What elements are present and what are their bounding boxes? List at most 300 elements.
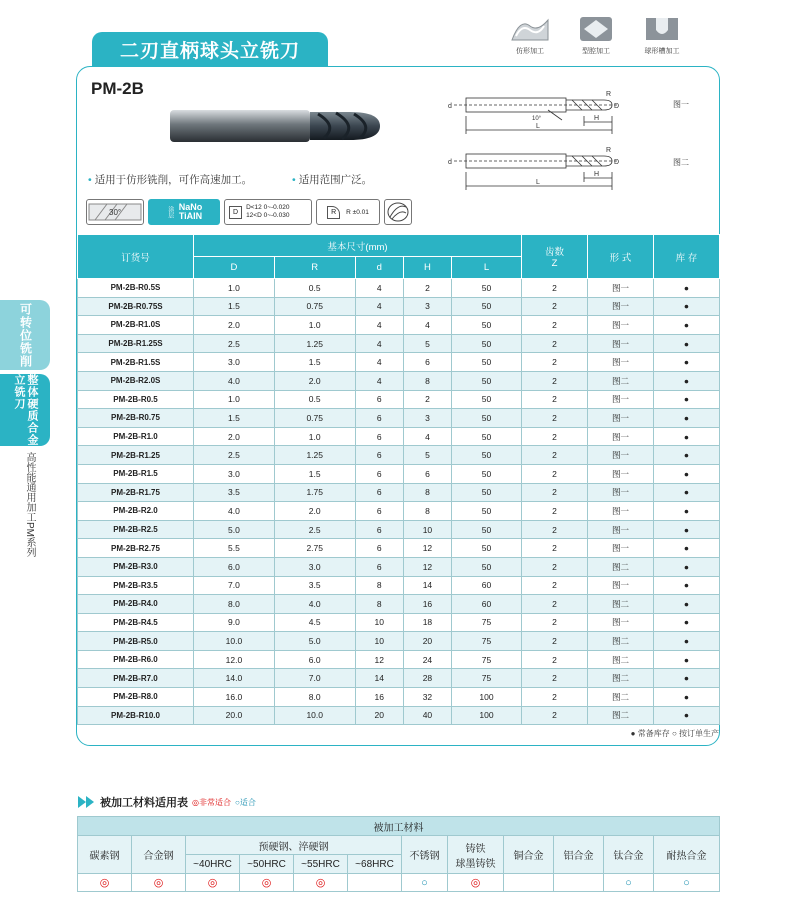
- cell-Z: 2: [522, 297, 588, 316]
- cell-L: 60: [452, 576, 522, 595]
- cell-stock: ●: [654, 390, 720, 409]
- cell-form: 图一: [588, 390, 654, 409]
- cell-Z: 2: [522, 371, 588, 390]
- process-icons: [506, 14, 686, 56]
- tool-image: [168, 106, 390, 146]
- cell-D: 8.0: [194, 595, 275, 614]
- mat-col: 碳素钢: [78, 836, 132, 874]
- cell-form: 图一: [588, 316, 654, 335]
- cell-form: 图一: [588, 446, 654, 465]
- cell-stock: ●: [654, 688, 720, 707]
- cell-d: 10: [355, 632, 403, 651]
- cell-stock: ●: [654, 539, 720, 558]
- cell-Z: 2: [522, 427, 588, 446]
- cell-Z: 2: [522, 502, 588, 521]
- materials-table: [77, 816, 720, 892]
- cell-D: 2.0: [194, 427, 275, 446]
- cell-stock: ●: [654, 316, 720, 335]
- sidebar-tab-solid-carbide[interactable]: [0, 374, 50, 446]
- process-item: [638, 14, 686, 56]
- cell-L: 75: [452, 632, 522, 651]
- cell-form: 图二: [588, 557, 654, 576]
- cell-D: 5.0: [194, 520, 275, 539]
- table-row: [78, 650, 720, 669]
- table-row: [78, 576, 720, 595]
- cell-H: 5: [403, 334, 451, 353]
- mat-col: 合金钢: [132, 836, 186, 874]
- cell-Z: 2: [522, 464, 588, 483]
- materials-section-title: [78, 794, 256, 810]
- cell-R: 1.0: [274, 316, 355, 335]
- table-row: [78, 279, 720, 298]
- cell-H: 16: [403, 595, 451, 614]
- cell-L: 50: [452, 409, 522, 428]
- cell-L: 50: [452, 502, 522, 521]
- cell-stock: ●: [654, 353, 720, 372]
- cell-H: 24: [403, 650, 451, 669]
- cell-code: PM-2B-R0.75S: [78, 297, 194, 316]
- cell-L: 50: [452, 297, 522, 316]
- series-caption: 高性能通用加工PM系列: [24, 452, 35, 557]
- cell-stock: ●: [654, 446, 720, 465]
- cell-form: 图一: [588, 334, 654, 353]
- product-table: [77, 234, 720, 725]
- cell-d: 8: [355, 595, 403, 614]
- cell-form: 图一: [588, 520, 654, 539]
- cell-L: 50: [452, 446, 522, 465]
- cell-d: 12: [355, 650, 403, 669]
- table-row: [78, 483, 720, 502]
- cell-L: 75: [452, 613, 522, 632]
- cell-form: 图一: [588, 576, 654, 595]
- ball-groove-icon: [642, 14, 682, 44]
- cell-R: 3.5: [274, 576, 355, 595]
- cell-code: PM-2B-R2.0: [78, 502, 194, 521]
- cell-stock: ●: [654, 371, 720, 390]
- legend-order: ○ 按订单生产: [671, 729, 719, 738]
- cell-D: 3.5: [194, 483, 275, 502]
- cell-Z: 2: [522, 706, 588, 725]
- cell-form: 图一: [588, 353, 654, 372]
- cell-stock: ●: [654, 502, 720, 521]
- radius-tolerance-value: R ±0.01: [346, 208, 369, 216]
- cell-L: 50: [452, 539, 522, 558]
- cell-H: 6: [403, 464, 451, 483]
- cell-R: 2.5: [274, 520, 355, 539]
- cell-stock: ●: [654, 483, 720, 502]
- table-row: [78, 371, 720, 390]
- cell-L: 50: [452, 520, 522, 539]
- cell-code: PM-2B-R8.0: [78, 688, 194, 707]
- dim-d1: d: [448, 103, 452, 110]
- cell-d: 6: [355, 539, 403, 558]
- cell-d: 6: [355, 390, 403, 409]
- cell-stock: ●: [654, 557, 720, 576]
- cell-Z: 2: [522, 316, 588, 335]
- cell-code: PM-2B-R1.0: [78, 427, 194, 446]
- cell-form: 图一: [588, 427, 654, 446]
- technical-drawing: [444, 86, 644, 196]
- cell-code: PM-2B-R1.5S: [78, 353, 194, 372]
- mat-value: ○: [402, 874, 448, 892]
- cell-d: 6: [355, 557, 403, 576]
- cell-form: 图二: [588, 632, 654, 651]
- cell-code: PM-2B-R1.0S: [78, 316, 194, 335]
- cell-stock: ●: [654, 427, 720, 446]
- cell-d: 4: [355, 297, 403, 316]
- mat-value: ◎: [186, 874, 240, 892]
- dim-R2: R: [606, 147, 612, 154]
- cell-d: 6: [355, 520, 403, 539]
- mat-value: ◎: [240, 874, 294, 892]
- cell-H: 8: [403, 371, 451, 390]
- cell-stock: ●: [654, 297, 720, 316]
- col-teeth: [522, 235, 588, 279]
- cell-code: PM-2B-R6.0: [78, 650, 194, 669]
- figure-1-label: 图一: [673, 100, 689, 109]
- materials-row: [78, 874, 720, 892]
- mat-col: 铜合金: [504, 836, 554, 874]
- col-form: 形 式: [588, 235, 654, 279]
- cell-H: 28: [403, 669, 451, 688]
- cell-L: 50: [452, 557, 522, 576]
- cell-stock: ●: [654, 706, 720, 725]
- cell-L: 75: [452, 650, 522, 669]
- col-stock: 库 存: [654, 235, 720, 279]
- feature-1: [88, 172, 252, 187]
- cell-Z: 2: [522, 576, 588, 595]
- cell-code: PM-2B-R3.0: [78, 557, 194, 576]
- cell-R: 7.0: [274, 669, 355, 688]
- cell-R: 2.0: [274, 371, 355, 390]
- cavity-machining-icon: [576, 14, 616, 44]
- cell-Z: 2: [522, 557, 588, 576]
- cell-d: 10: [355, 613, 403, 632]
- cell-form: 图一: [588, 613, 654, 632]
- table-row: [78, 464, 720, 483]
- coating-prefix: 涂层: [166, 206, 173, 218]
- cell-form: 图二: [588, 371, 654, 390]
- cell-code: PM-2B-R4.5: [78, 613, 194, 632]
- dim-H1: H: [594, 115, 600, 122]
- tolerance-line1: D<12 0~-0.020: [246, 204, 290, 211]
- cell-d: 6: [355, 483, 403, 502]
- cell-code: PM-2B-R1.25: [78, 446, 194, 465]
- cell-stock: ●: [654, 279, 720, 298]
- cell-L: 50: [452, 334, 522, 353]
- cell-R: 0.5: [274, 390, 355, 409]
- mat-col: ~40HRC: [186, 855, 240, 874]
- table-row: [78, 409, 720, 428]
- cell-code: PM-2B-R1.25S: [78, 334, 194, 353]
- cell-form: 图二: [588, 650, 654, 669]
- feature-text: 适用于仿形铣削，可作高速加工。: [94, 174, 253, 186]
- cell-d: 8: [355, 576, 403, 595]
- cell-code: PM-2B-R10.0: [78, 706, 194, 725]
- cell-R: 0.5: [274, 279, 355, 298]
- cell-code: PM-2B-R0.5S: [78, 279, 194, 298]
- figure-2-label: 图二: [673, 158, 689, 167]
- cell-Z: 2: [522, 669, 588, 688]
- col-d: d: [355, 257, 403, 279]
- cell-R: 4.0: [274, 595, 355, 614]
- model-name: PM-2B: [91, 79, 144, 98]
- cell-H: 10: [403, 520, 451, 539]
- cell-stock: ●: [654, 464, 720, 483]
- cell-code: PM-2B-R3.5: [78, 576, 194, 595]
- process-label: 型腔加工: [582, 48, 610, 55]
- sidebar-tab-label: 整体硬质合金立铣刀: [13, 374, 38, 446]
- stock-legend: [631, 728, 719, 739]
- cell-D: 10.0: [194, 632, 275, 651]
- table-body: [78, 279, 720, 725]
- cell-H: 12: [403, 557, 451, 576]
- table-row: [78, 316, 720, 335]
- coating-line1: NaNo: [178, 202, 203, 212]
- cell-Z: 2: [522, 446, 588, 465]
- table-row: [78, 613, 720, 632]
- mat-value: ◎: [448, 874, 504, 892]
- cell-stock: ●: [654, 632, 720, 651]
- cell-H: 4: [403, 316, 451, 335]
- cell-form: 图二: [588, 669, 654, 688]
- dim-angle: 10°: [532, 116, 542, 122]
- radius-tolerance: [316, 199, 380, 225]
- ball-end-icon: [384, 199, 412, 225]
- mat-col: 铝合金: [553, 836, 603, 874]
- cell-code: PM-2B-R2.0S: [78, 371, 194, 390]
- cell-R: 6.0: [274, 650, 355, 669]
- cell-D: 6.0: [194, 557, 275, 576]
- diameter-tolerance: [224, 199, 312, 225]
- mat-value: [553, 874, 603, 892]
- cell-D: 5.5: [194, 539, 275, 558]
- cell-R: 0.75: [274, 297, 355, 316]
- table-row: [78, 353, 720, 372]
- cell-L: 50: [452, 483, 522, 502]
- cell-Z: 2: [522, 613, 588, 632]
- cell-L: 100: [452, 688, 522, 707]
- cell-form: 图一: [588, 464, 654, 483]
- process-label: 仿形加工: [516, 48, 544, 55]
- cell-R: 1.0: [274, 427, 355, 446]
- cell-code: PM-2B-R1.75: [78, 483, 194, 502]
- cell-form: 图二: [588, 688, 654, 707]
- cell-R: 8.0: [274, 688, 355, 707]
- cell-H: 2: [403, 279, 451, 298]
- cell-D: 7.0: [194, 576, 275, 595]
- cell-R: 5.0: [274, 632, 355, 651]
- mat-value: ○: [653, 874, 719, 892]
- table-row: [78, 297, 720, 316]
- col-H: H: [403, 257, 451, 279]
- mat-col: 耐热合金: [653, 836, 719, 874]
- table-row: [78, 520, 720, 539]
- bullet-icon: •: [292, 174, 296, 186]
- mat-col: 不锈钢: [402, 836, 448, 874]
- cell-R: 10.0: [274, 706, 355, 725]
- cell-D: 4.0: [194, 371, 275, 390]
- cell-code: PM-2B-R2.5: [78, 520, 194, 539]
- cell-Z: 2: [522, 595, 588, 614]
- cell-stock: ●: [654, 595, 720, 614]
- tolerance-line2: 12<D 0~-0.030: [246, 212, 290, 219]
- dim-L2: L: [536, 179, 540, 186]
- cell-H: 18: [403, 613, 451, 632]
- radius-icon: R: [327, 206, 340, 219]
- cell-L: 50: [452, 316, 522, 335]
- feature-text: 适用范围广泛。: [298, 174, 373, 186]
- cell-Z: 2: [522, 632, 588, 651]
- mat-value: ◎: [294, 874, 348, 892]
- mat-value: ○: [603, 874, 653, 892]
- mat-col: ~50HRC: [240, 855, 294, 874]
- cell-code: PM-2B-R0.5: [78, 390, 194, 409]
- cell-Z: 2: [522, 390, 588, 409]
- dim-D1: D: [614, 103, 620, 110]
- table-row: [78, 595, 720, 614]
- cell-form: 图一: [588, 502, 654, 521]
- page-title: 二刃直柄球头立铣刀: [92, 32, 328, 66]
- cell-R: 1.25: [274, 334, 355, 353]
- coating-badge: [148, 199, 220, 225]
- col-R: R: [274, 257, 355, 279]
- cell-form: 图一: [588, 483, 654, 502]
- cell-Z: 2: [522, 539, 588, 558]
- tolerance-d-icon: D: [229, 206, 242, 219]
- cell-R: 0.75: [274, 409, 355, 428]
- bullet-icon: •: [88, 174, 92, 186]
- cell-d: 14: [355, 669, 403, 688]
- cell-D: 2.0: [194, 316, 275, 335]
- col-basic-dimensions: 基本尺寸(mm): [194, 235, 522, 257]
- sidebar-tab-indexable[interactable]: [0, 300, 50, 370]
- cell-D: 2.5: [194, 446, 275, 465]
- cell-Z: 2: [522, 334, 588, 353]
- cell-Z: 2: [522, 483, 588, 502]
- cell-Z: 2: [522, 688, 588, 707]
- cell-D: 3.0: [194, 464, 275, 483]
- cell-D: 1.5: [194, 409, 275, 428]
- helix-angle: 30°: [109, 208, 122, 217]
- cell-H: 2: [403, 390, 451, 409]
- table-row: [78, 557, 720, 576]
- dim-L1: L: [536, 123, 540, 130]
- cell-R: 2.75: [274, 539, 355, 558]
- cell-d: 4: [355, 353, 403, 372]
- cell-R: 2.0: [274, 502, 355, 521]
- col-teeth-sub: Z: [551, 258, 558, 269]
- cell-H: 3: [403, 297, 451, 316]
- mat-col: ~55HRC: [294, 855, 348, 874]
- double-arrow-icon: [78, 796, 96, 808]
- cell-R: 4.5: [274, 613, 355, 632]
- cell-form: 图一: [588, 297, 654, 316]
- cell-stock: ●: [654, 576, 720, 595]
- col-D: D: [194, 257, 275, 279]
- dim-R1: R: [606, 91, 612, 98]
- mat-value: ◎: [132, 874, 186, 892]
- cell-code: PM-2B-R1.5: [78, 464, 194, 483]
- cell-d: 6: [355, 427, 403, 446]
- cell-D: 12.0: [194, 650, 275, 669]
- col-code: 订货号: [78, 235, 194, 279]
- cell-D: 9.0: [194, 613, 275, 632]
- feature-2: [292, 172, 372, 187]
- table-row: [78, 539, 720, 558]
- cell-Z: 2: [522, 279, 588, 298]
- cell-d: 4: [355, 334, 403, 353]
- cell-d: 4: [355, 279, 403, 298]
- cell-H: 8: [403, 483, 451, 502]
- cell-code: PM-2B-R0.75: [78, 409, 194, 428]
- cell-L: 100: [452, 706, 522, 725]
- cell-H: 6: [403, 353, 451, 372]
- cell-stock: ●: [654, 650, 720, 669]
- cell-L: 50: [452, 427, 522, 446]
- cell-form: 图二: [588, 706, 654, 725]
- mat-col: ~68HRC: [348, 855, 402, 874]
- materials-title-text: 被加工材料适用表: [100, 797, 188, 809]
- dim-D2: D: [614, 159, 620, 166]
- cell-d: 6: [355, 464, 403, 483]
- spec-icons: [86, 199, 412, 225]
- cell-D: 16.0: [194, 688, 275, 707]
- profile-machining-icon: [510, 14, 550, 44]
- table-row: [78, 446, 720, 465]
- cell-d: 16: [355, 688, 403, 707]
- mat-value: [504, 874, 554, 892]
- cell-L: 50: [452, 390, 522, 409]
- mat-value: ◎: [78, 874, 132, 892]
- cell-H: 3: [403, 409, 451, 428]
- table-row: [78, 427, 720, 446]
- cell-code: PM-2B-R7.0: [78, 669, 194, 688]
- cell-L: 75: [452, 669, 522, 688]
- cell-H: 14: [403, 576, 451, 595]
- cell-D: 3.0: [194, 353, 275, 372]
- cell-stock: ●: [654, 520, 720, 539]
- cell-code: PM-2B-R5.0: [78, 632, 194, 651]
- mat-col-cast-iron: [448, 836, 504, 874]
- cell-stock: ●: [654, 334, 720, 353]
- cell-L: 50: [452, 464, 522, 483]
- cell-d: 6: [355, 502, 403, 521]
- cell-D: 14.0: [194, 669, 275, 688]
- mat-col-text: 铸铁: [465, 843, 486, 855]
- table-row: [78, 669, 720, 688]
- cell-D: 1.5: [194, 297, 275, 316]
- cell-d: 6: [355, 446, 403, 465]
- cell-Z: 2: [522, 650, 588, 669]
- cell-R: 1.5: [274, 353, 355, 372]
- dim-d2: d: [448, 159, 452, 166]
- col-L: L: [452, 257, 522, 279]
- cell-H: 4: [403, 427, 451, 446]
- cell-d: 20: [355, 706, 403, 725]
- cell-Z: 2: [522, 353, 588, 372]
- mat-group-hardened: 预硬钢、淬硬钢: [186, 836, 402, 855]
- cell-R: 1.25: [274, 446, 355, 465]
- materials-header: 被加工材料: [78, 817, 720, 836]
- cell-D: 1.0: [194, 279, 275, 298]
- cell-L: 50: [452, 279, 522, 298]
- helix-angle-icon: [86, 199, 144, 225]
- mat-col-text: 球墨铸铁: [455, 858, 496, 870]
- legend-very-suitable: ◎非常适合: [192, 797, 231, 807]
- legend-suitable: ○适合: [234, 797, 256, 807]
- cell-D: 20.0: [194, 706, 275, 725]
